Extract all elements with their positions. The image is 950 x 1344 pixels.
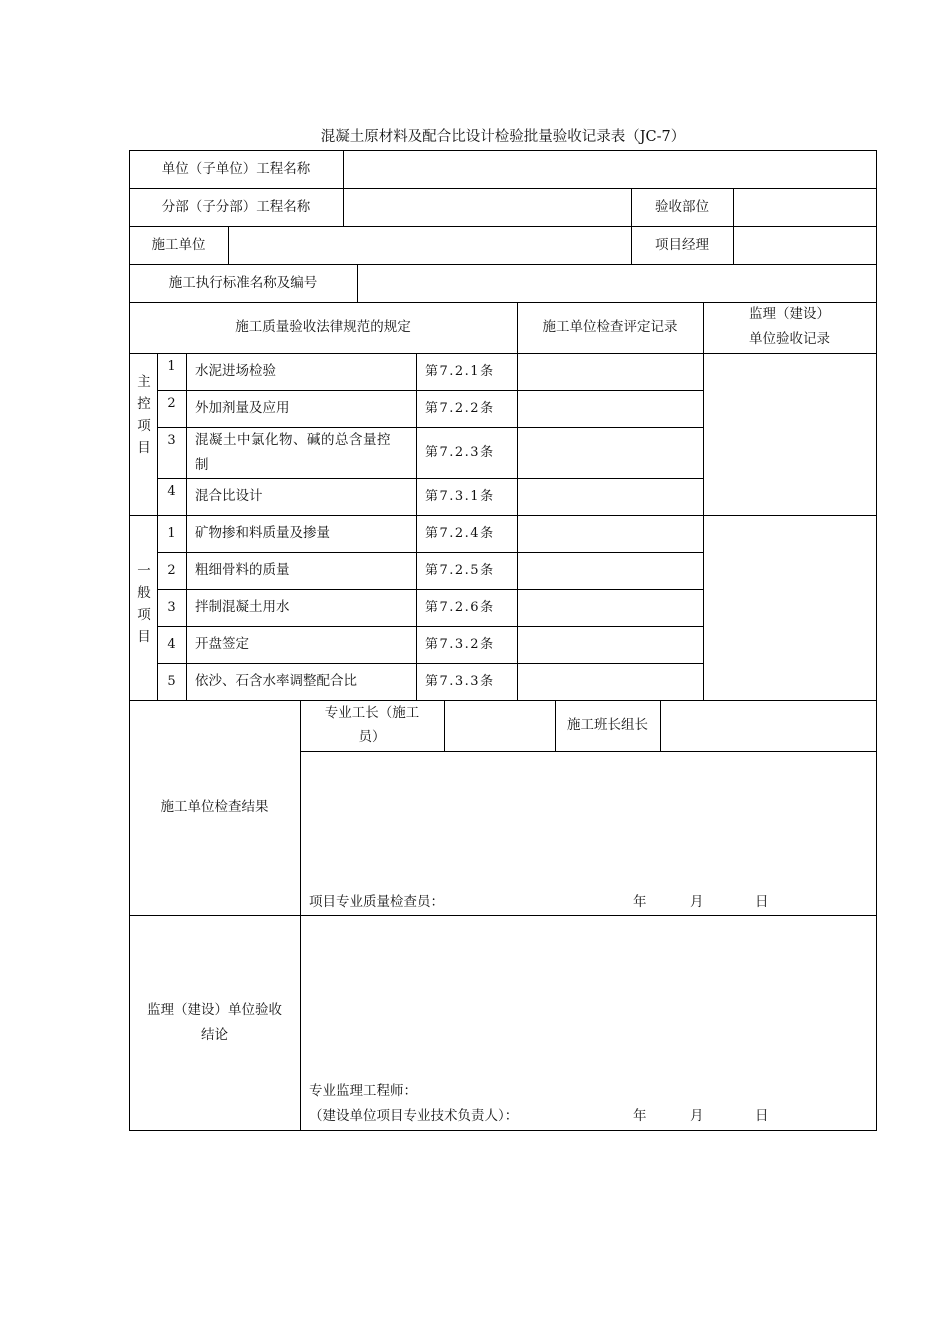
- clause-ref: 第7.3.2条: [425, 637, 495, 652]
- regulation-header: 施工质量验收法律规范的规定: [235, 319, 411, 335]
- inspector-label: 项目专业质量检查员：: [309, 894, 444, 910]
- project-manager-field[interactable]: [734, 227, 876, 264]
- group-char: 目: [137, 440, 151, 456]
- clause-ref: 第7.3.3条: [425, 674, 495, 689]
- rule: [157, 589, 704, 590]
- main-items-group-label: [131, 371, 157, 459]
- contractor-result-label: 施工单位检查结果: [160, 799, 269, 815]
- unit-project-label: 单位（子单位）工程名称: [161, 160, 311, 177]
- row-number: 4: [167, 637, 176, 652]
- form-title: 混凝土原材料及配合比设计检验批量验收记录表（JC-7）: [320, 129, 686, 145]
- clause-ref: 第7.2.3条: [425, 445, 495, 460]
- standard-label: 施工执行标准名称及编号: [168, 274, 318, 291]
- clause-ref: 第7.2.5条: [425, 563, 495, 578]
- team-leader-label: 施工班长组长: [567, 717, 648, 733]
- team-leader-field[interactable]: [661, 701, 876, 751]
- group-char: 一: [137, 563, 151, 579]
- item-label: 外加剂量及应用: [195, 400, 290, 416]
- standard-field[interactable]: [358, 265, 876, 302]
- item-label: 混合比设计: [195, 488, 263, 504]
- rule: [517, 302, 518, 700]
- rule: [157, 478, 704, 479]
- month-label: 月: [690, 894, 704, 910]
- item-label: 水泥进场检验: [195, 363, 276, 379]
- engineer-label: 专业监理工程师：: [309, 1083, 417, 1099]
- clause-ref: 第7.2.1条: [425, 364, 495, 379]
- rule: [129, 353, 877, 354]
- contractor-field[interactable]: [229, 227, 631, 264]
- supervisor-record-header-line1: 监理（建设）: [749, 306, 830, 322]
- group-char: 目: [137, 629, 151, 645]
- rule: [157, 552, 704, 553]
- contractor-record-header: 施工单位检查评定记录: [542, 319, 678, 335]
- item-label-line1: 混凝土中氯化物、碱的总含量控: [195, 432, 391, 448]
- supervisor-conclusion-label-line1: 监理（建设）单位验收: [147, 1002, 282, 1018]
- row-number: 3: [167, 433, 176, 448]
- clause-ref: 第7.2.6条: [425, 600, 495, 615]
- supervisor-conclusion-label-line2: 结论: [201, 1027, 228, 1043]
- item-label: 依沙、石含水率调整配合比: [195, 673, 357, 689]
- rule: [416, 353, 417, 700]
- unit-project-field[interactable]: [344, 151, 876, 188]
- contractor-label: 施工单位: [151, 236, 206, 253]
- foreman-label-line1: 专业工长（施工: [324, 705, 420, 721]
- clause-ref: 第7.3.1条: [425, 489, 495, 504]
- year-label: 年: [633, 894, 647, 910]
- row-number: 2: [167, 396, 176, 411]
- rule: [129, 515, 877, 516]
- item-label: 矿物掺和料质量及掺量: [195, 525, 330, 541]
- group-char: 控: [137, 396, 151, 412]
- rule: [186, 353, 187, 700]
- day-label: 日: [755, 894, 769, 910]
- day-label: 日: [755, 1108, 769, 1124]
- rule: [157, 390, 704, 391]
- row-number: 5: [167, 674, 176, 689]
- row-number: 2: [167, 563, 176, 578]
- rule: [157, 626, 704, 627]
- sub-project-label: 分部（子分部）工程名称: [161, 198, 311, 215]
- border-bottom: [129, 1130, 877, 1131]
- border-right: [876, 150, 877, 1131]
- month-label: 月: [690, 1108, 704, 1124]
- item-label: 拌制混凝土用水: [195, 599, 290, 615]
- rule: [157, 663, 704, 664]
- group-char: 般: [137, 585, 151, 601]
- contractor-result-field[interactable]: [301, 752, 876, 887]
- clause-ref: 第7.2.2条: [425, 401, 495, 416]
- row-number: 3: [167, 600, 176, 615]
- row-number: 1: [167, 526, 176, 541]
- row-number: 1: [167, 359, 176, 374]
- item-label: 粗细骨料的质量: [195, 562, 290, 578]
- project-manager-label: 项目经理: [655, 236, 709, 253]
- foreman-label-line2: 员）: [358, 729, 386, 745]
- group-char: 项: [137, 418, 151, 434]
- sub-project-field[interactable]: [344, 189, 631, 226]
- clause-ref: 第7.2.4条: [425, 526, 495, 541]
- row-number: 4: [167, 484, 176, 499]
- group-char: 项: [137, 607, 151, 623]
- supervisor-conclusion-field[interactable]: [301, 916, 876, 1076]
- rule: [703, 302, 704, 700]
- owner-label: （建设单位项目专业技术负责人）：: [309, 1108, 519, 1124]
- item-label-line2: 制: [195, 457, 209, 473]
- general-items-group-label: [131, 560, 157, 648]
- foreman-field[interactable]: [445, 701, 555, 751]
- group-char: 主: [137, 374, 151, 390]
- inspection-part-label: 验收部位: [655, 198, 709, 215]
- year-label: 年: [633, 1108, 647, 1124]
- item-label: 开盘签定: [195, 636, 249, 652]
- inspection-part-field[interactable]: [734, 189, 876, 226]
- supervisor-record-header-line2: 单位验收记录: [749, 331, 830, 347]
